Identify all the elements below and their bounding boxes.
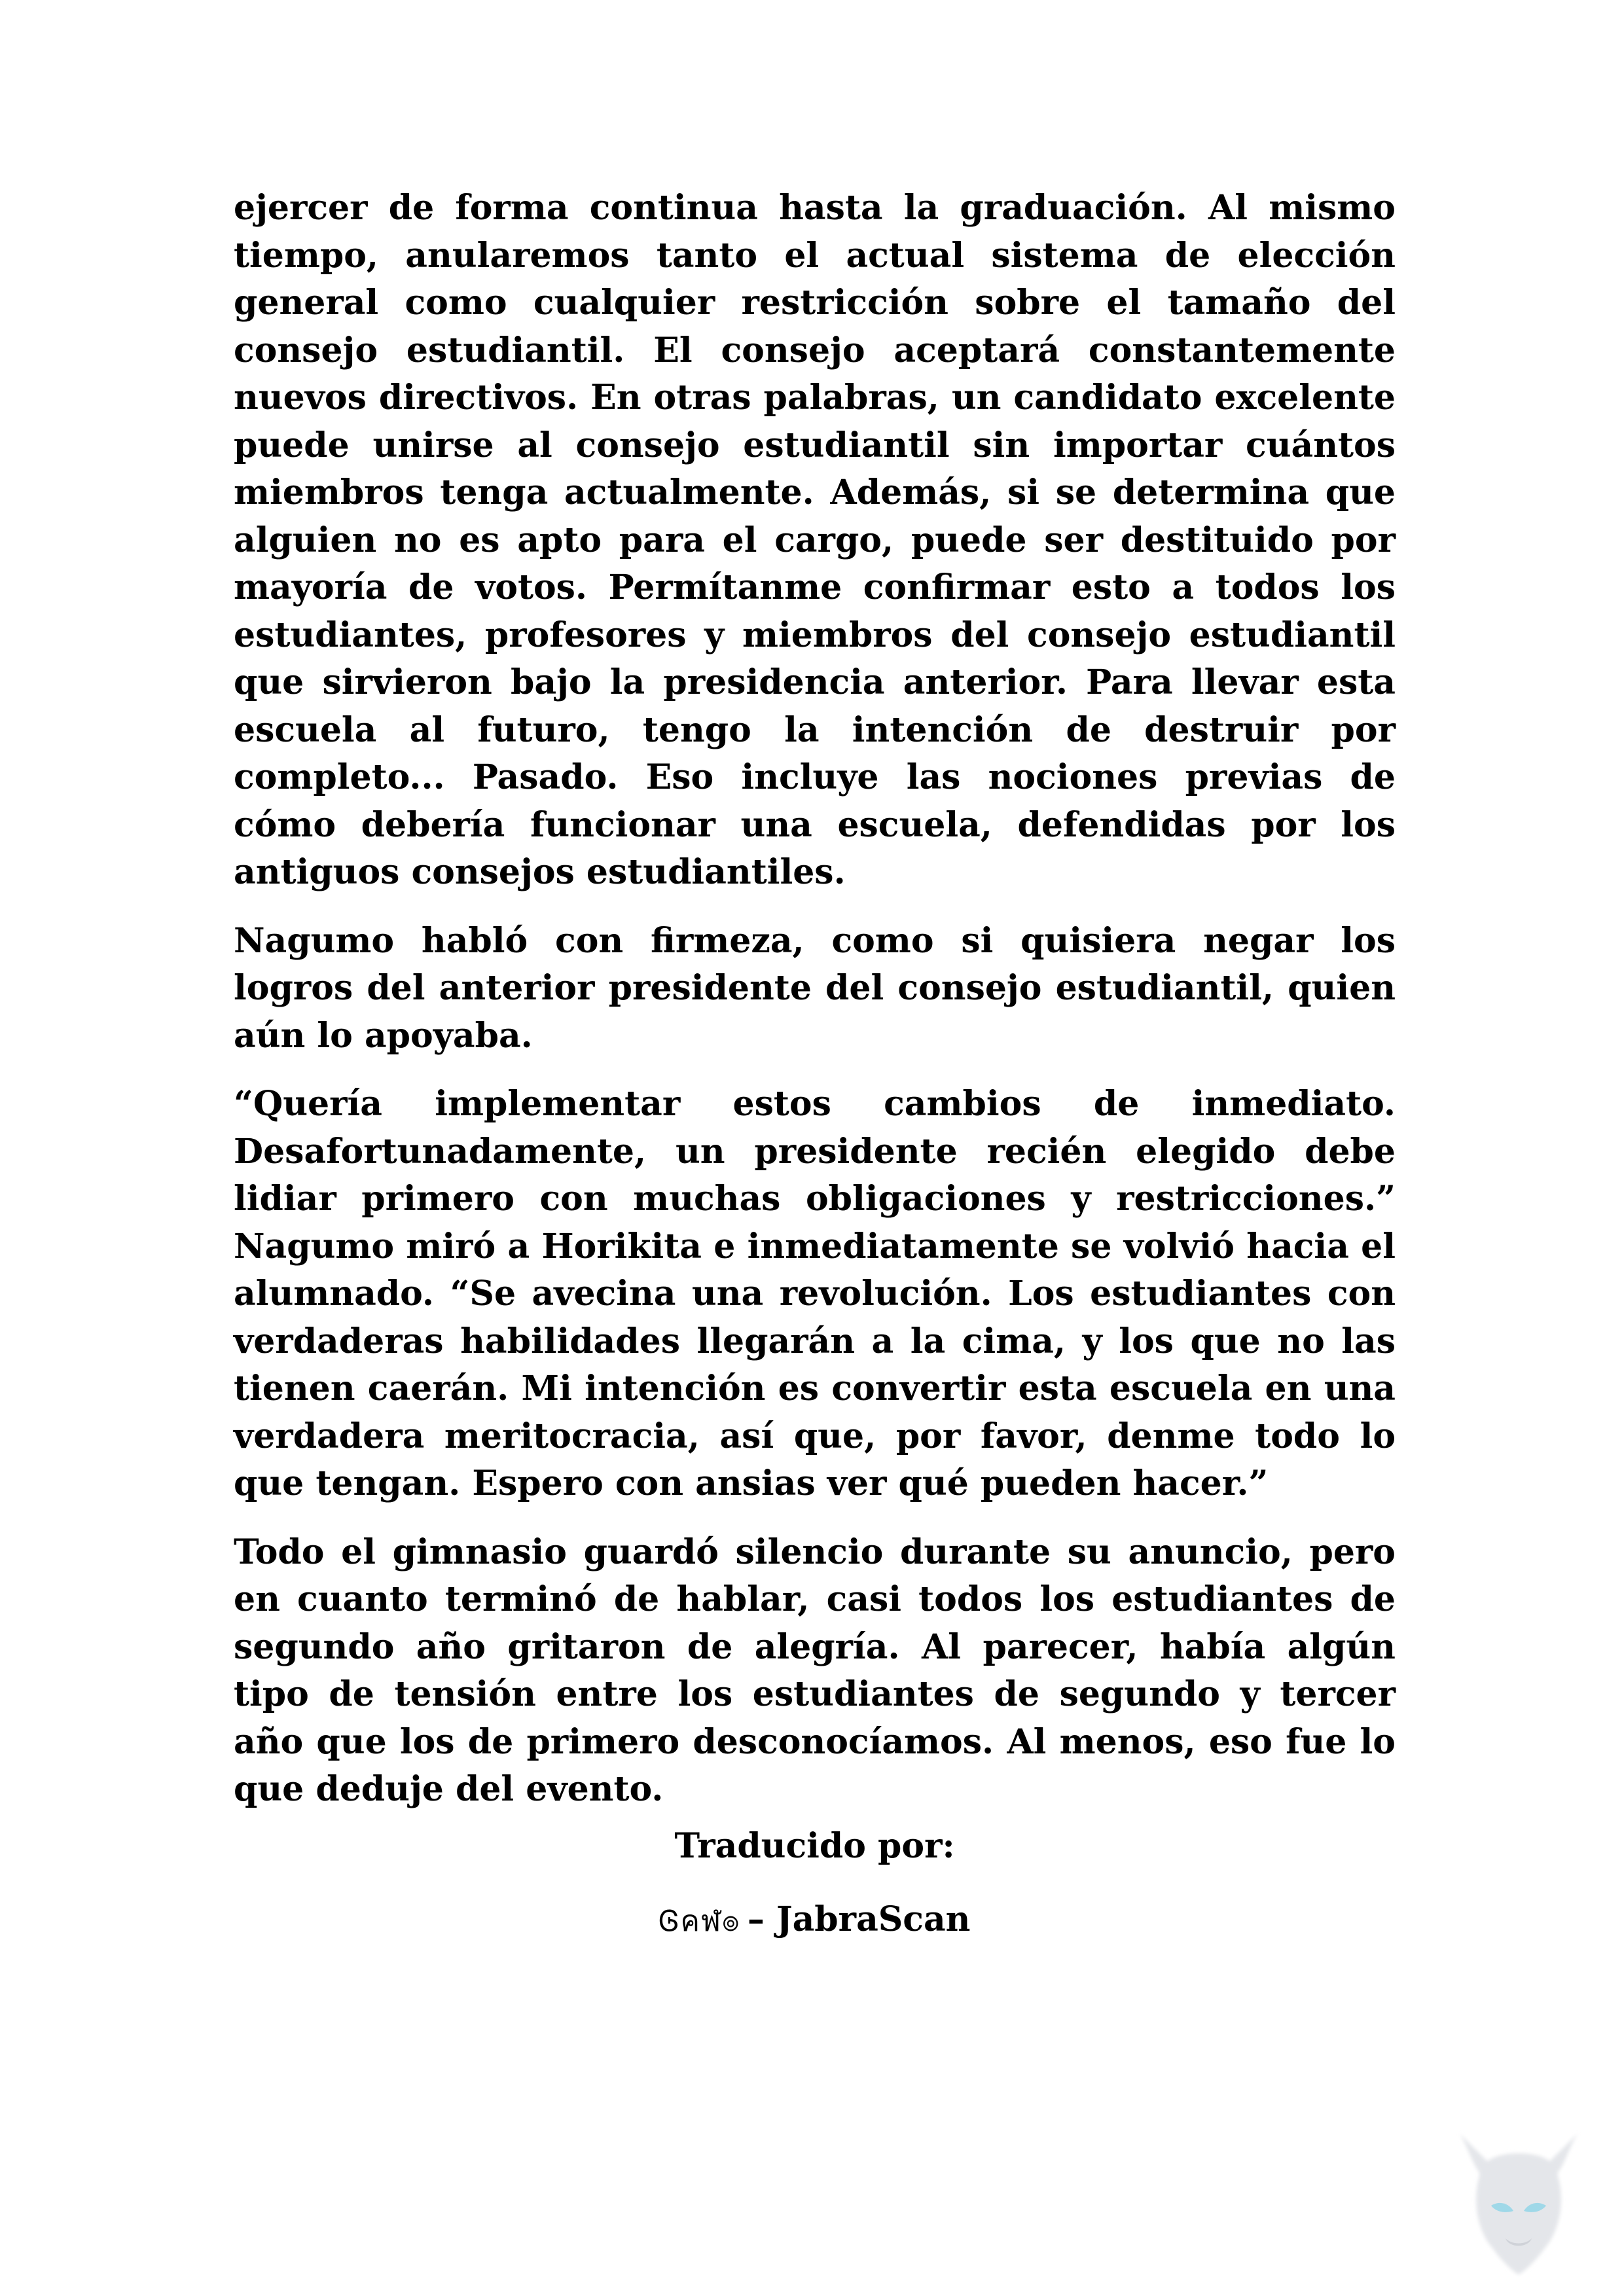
- body-text: [234, 185, 1396, 1835]
- demon-head-logo-icon: [1434, 2114, 1604, 2284]
- paragraph-2: Nagumo habló con firmeza, como si quisiera negar los logros del anterior presidente del consejo estudiantil, quien aún lo apoyaba.: [234, 920, 1396, 1056]
- paragraph-1: ejercer de forma continua hasta la graduación. Al mismo tiempo, anularemos tanto el actual sistema de elección general como cualquier restricción sobre el tamaño del consejo estudiantil. El consejo aceptará constantemente nuevos directivos. En otras palabras, un candidato excelente puede unirse al consejo estudiantil sin importar cuántos miembros tenga actualmente. Además, si se determina que alguien no es apto para el cargo, puede ser destituido por mayoría de votos. Permítanme confirmar esto a todos los estudiantes, profesores y miembros del consejo estudiantil que sirvieron bajo la presidencia anterior. Para llevar esta escuela al futuro, tengo la intención de destruir por completo... Pasado. Eso incluye las nociones previas de cómo debería funcionar una escuela, defendidas por los antiguos consejos estudiantiles.: [234, 188, 1396, 892]
- translator-glyphs: Ꮆคฬ๏: [659, 1905, 741, 1938]
- credits-line: [234, 1898, 1396, 1944]
- translator-name: – JabraScan: [747, 1899, 971, 1939]
- paragraph-3: “Quería implementar estos cambios de inmediato. Desafortunadamente, un presidente recién elegido debe lidiar primero con muchas obligaciones y restricciones.” Nagumo miró a Horikita e inmediatamente se volvió hacia el alumnado. “Se avecina una revolución. Los estudiantes con verdaderas habilidades llegarán a la cima, y los que no las tienen caerán. Mi intención es convertir esta escuela en una verdadera meritocracia, así que, por favor, denme todo lo que tengan. Espero con ansias ver qué pueden hacer.”: [234, 1084, 1396, 1503]
- credits-label: Traducido por:: [674, 1826, 955, 1866]
- paragraph-4: Todo el gimnasio guardó silencio durante su anuncio, pero en cuanto terminó de hablar, casi todos los estudiantes de segundo año gritaron de alegría. Al parecer, había algún tipo de tensión entre los estudiantes de segundo y tercer año que los de primero desconocíamos. Al menos, eso fue lo que deduje del evento.: [234, 1532, 1396, 1809]
